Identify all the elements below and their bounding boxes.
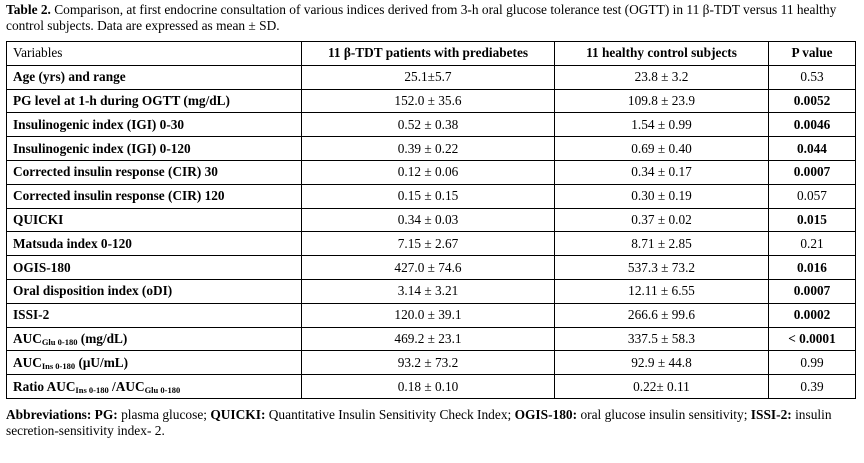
p-value: 0.53 <box>769 65 856 89</box>
row-label: PG level at 1-h during OGTT (mg/dL) <box>7 89 302 113</box>
table-row <box>7 351 856 375</box>
row-label-part: AUC <box>13 330 42 346</box>
footnote-title: Abbreviations: <box>6 406 92 422</box>
table-row <box>7 137 856 161</box>
row-label: Age (yrs) and range <box>7 65 302 89</box>
p-value: 0.044 <box>769 137 856 161</box>
table-row <box>7 113 856 137</box>
row-label-part: AUC <box>13 354 42 370</box>
table-row <box>7 208 856 232</box>
caption-text: Comparison, at first endocrine consultation of various indices derived from 3-h oral glucose tolerance test (OGTT) in 11 β-TDT versus 11 healthy control subjects. Data are expressed as mean ± SD. <box>6 2 837 33</box>
row-label: Insulinogenic index (IGI) 0-120 <box>7 137 302 161</box>
tdt-value: 120.0 ± 39.1 <box>302 303 555 327</box>
tdt-value: 0.18 ± 0.10 <box>302 375 555 399</box>
row-label <box>7 351 302 375</box>
p-value: 0.0007 <box>769 279 856 303</box>
control-value: 537.3 ± 73.2 <box>555 256 769 280</box>
p-value: 0.016 <box>769 256 856 280</box>
control-value: 0.37 ± 0.02 <box>555 208 769 232</box>
header-p-value: P value <box>769 42 856 66</box>
control-value: 337.5 ± 58.3 <box>555 327 769 351</box>
row-label-part: (μU/mL) <box>75 354 129 370</box>
tdt-value: 427.0 ± 74.6 <box>302 256 555 280</box>
p-value: 0.0046 <box>769 113 856 137</box>
table-row <box>7 160 856 184</box>
control-value: 0.30 ± 0.19 <box>555 184 769 208</box>
p-value: 0.0052 <box>769 89 856 113</box>
footnote-definition: oral glucose insulin sensitivity; <box>577 406 751 422</box>
row-label: QUICKI <box>7 208 302 232</box>
footnote-term: OGIS-180: <box>514 406 578 422</box>
tdt-value: 0.52 ± 0.38 <box>302 113 555 137</box>
row-label: Corrected insulin response (CIR) 120 <box>7 184 302 208</box>
tdt-value: 25.1±5.7 <box>302 65 555 89</box>
control-value: 12.11 ± 6.55 <box>555 279 769 303</box>
control-value: 0.34 ± 0.17 <box>555 160 769 184</box>
row-label-subscript: Ins 0-180 <box>75 384 109 395</box>
tdt-value: 0.39 ± 0.22 <box>302 137 555 161</box>
tdt-value: 93.2 ± 73.2 <box>302 351 555 375</box>
tdt-value: 152.0 ± 35.6 <box>302 89 555 113</box>
row-label-part: /AUC <box>108 378 145 394</box>
row-label: Corrected insulin response (CIR) 30 <box>7 160 302 184</box>
header-variables: Variables <box>7 42 302 66</box>
p-value: 0.0007 <box>769 160 856 184</box>
table-row <box>7 375 856 399</box>
row-label-part: (mg/dL) <box>77 330 128 346</box>
control-value: 0.69 ± 0.40 <box>555 137 769 161</box>
tdt-value: 0.12 ± 0.06 <box>302 160 555 184</box>
tdt-value: 0.15 ± 0.15 <box>302 184 555 208</box>
row-label-subscript: Glu 0-180 <box>41 336 78 347</box>
row-label: ISSI-2 <box>7 303 302 327</box>
p-value: < 0.0001 <box>769 327 856 351</box>
p-value: 0.0002 <box>769 303 856 327</box>
row-label: Oral disposition index (oDI) <box>7 279 302 303</box>
table-row <box>7 303 856 327</box>
footnote-definition: plasma glucose; <box>117 406 211 422</box>
control-value: 8.71 ± 2.85 <box>555 232 769 256</box>
row-label: OGIS-180 <box>7 256 302 280</box>
table-row <box>7 279 856 303</box>
row-label-part: Ratio AUC <box>13 378 76 394</box>
header-tdt: 11 β-TDT patients with prediabetes <box>302 42 555 66</box>
control-value: 23.8 ± 3.2 <box>555 65 769 89</box>
footnote-definition: insulin secretion-sensitivity index- 2. <box>6 406 832 438</box>
tdt-value: 3.14 ± 3.21 <box>302 279 555 303</box>
caption-label: Table 2. <box>6 2 51 17</box>
table-row <box>7 256 856 280</box>
tdt-value: 7.15 ± 2.67 <box>302 232 555 256</box>
p-value: 0.015 <box>769 208 856 232</box>
control-value: 109.8 ± 23.9 <box>555 89 769 113</box>
p-value: 0.057 <box>769 184 856 208</box>
table-body <box>7 65 856 398</box>
control-value: 1.54 ± 0.99 <box>555 113 769 137</box>
abbreviations-footnote <box>6 407 858 439</box>
row-label <box>7 327 302 351</box>
tdt-value: 0.34 ± 0.03 <box>302 208 555 232</box>
table-row <box>7 327 856 351</box>
table-row <box>7 89 856 113</box>
tdt-value: 469.2 ± 23.1 <box>302 327 555 351</box>
header-control: 11 healthy control subjects <box>555 42 769 66</box>
p-value: 0.99 <box>769 351 856 375</box>
control-value: 92.9 ± 44.8 <box>555 351 769 375</box>
footnote-term: QUICKI: <box>210 406 266 422</box>
row-label-subscript: Ins 0-180 <box>41 360 76 371</box>
p-value: 0.21 <box>769 232 856 256</box>
header-row <box>7 42 856 66</box>
row-label: Insulinogenic index (IGI) 0-30 <box>7 113 302 137</box>
footnote-term: ISSI-2: <box>750 406 792 422</box>
row-label <box>7 375 302 399</box>
table-row <box>7 184 856 208</box>
control-value: 0.22± 0.11 <box>555 375 769 399</box>
footnote-definition: Quantitative Insulin Sensitivity Check Index; <box>265 406 515 422</box>
table-row <box>7 232 856 256</box>
p-value: 0.39 <box>769 375 856 399</box>
row-label-subscript: Glu 0-180 <box>144 384 181 395</box>
data-table <box>6 41 856 399</box>
footnote-term: PG: <box>91 406 118 422</box>
row-label: Matsuda index 0-120 <box>7 232 302 256</box>
table-caption <box>6 2 858 34</box>
control-value: 266.6 ± 99.6 <box>555 303 769 327</box>
table-row <box>7 65 856 89</box>
